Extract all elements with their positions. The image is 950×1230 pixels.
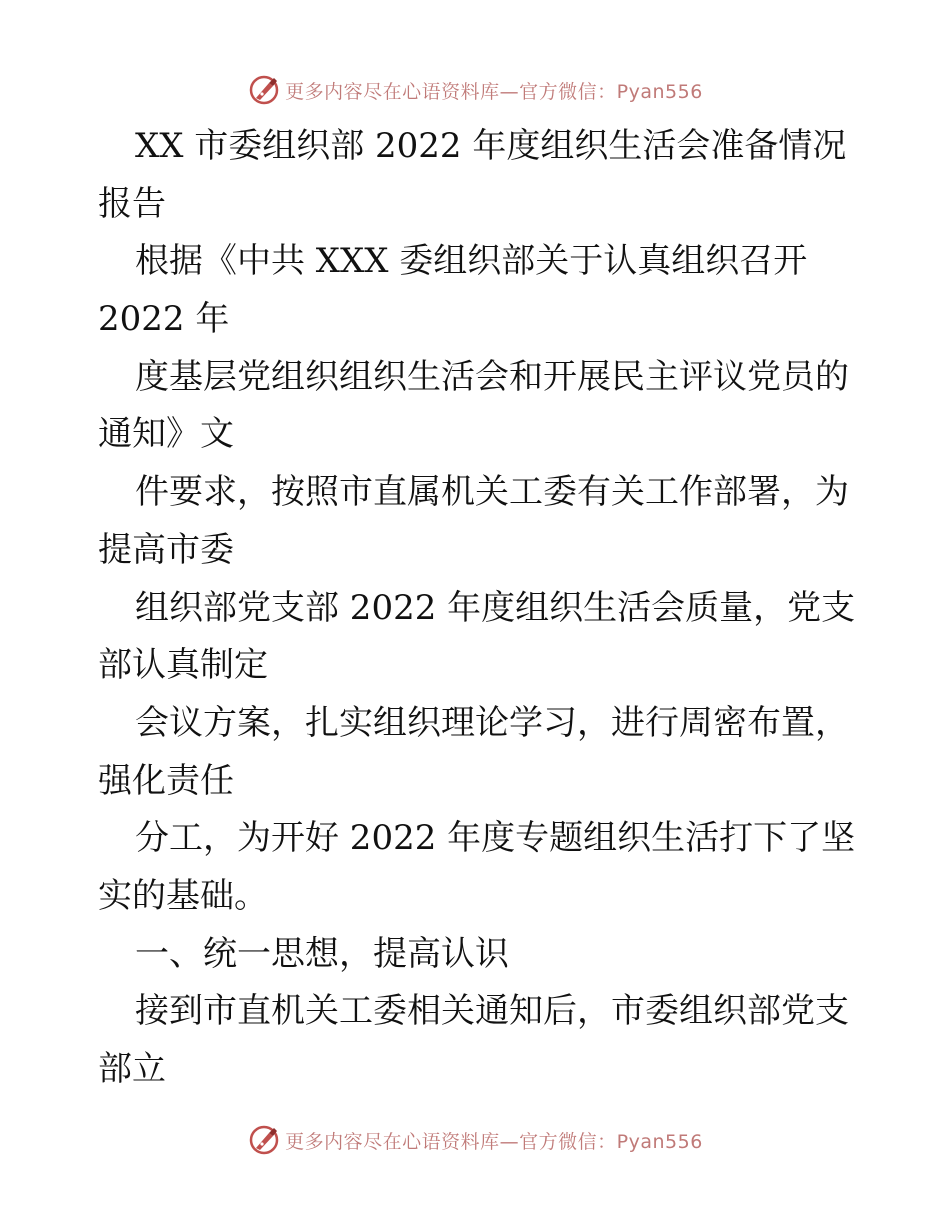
text-line: 接到市直机关工委相关通知后，市委组织部党支 [135,991,849,1032]
text-line: XX 市委组织部 2022 年度组织生活会准备情况 [135,126,847,166]
text-line: 件要求，按照市直属机关工委有关工作部署，为 [135,472,849,513]
text-line: 通知》文 [98,414,234,455]
text-line: 部认真制定 [98,645,268,686]
header-banner [0,70,950,110]
text-line: 会议方案，扎实组织理论学习，进行周密布置， [135,702,849,743]
text-line: 提高市委 [98,529,234,570]
text-line: 度基层党组织组织生活会和开展民主评议党员的 [135,356,849,397]
banner-text: 更多内容尽在心语资料库—官方微信：Pyan556 [285,1130,703,1153]
document-body [98,118,878,1099]
text-line: 部立 [98,1049,166,1089]
text-line: 组织部党支部 2022 年度组织生活会质量，党支 [135,587,856,628]
text-line: 报告 [98,183,166,224]
pen-nib-circle-icon [247,73,281,107]
text-line: 2022 年 [98,299,230,340]
banner-text: 更多内容尽在心语资料库—官方微信：Pyan556 [285,80,703,103]
text-line: 强化责任 [98,760,234,801]
text-line: 根据《中共 XXX 委组织部关于认真组织召开 [135,241,808,282]
footer-banner [0,1120,950,1160]
text-line: 一、统一思想，提高认识 [135,933,509,974]
text-line: 实的基础。 [98,875,268,916]
text-line: 分工，为开好 2022 年度专题组织生活打下了坚 [135,818,856,859]
pen-nib-circle-icon [247,1123,281,1157]
